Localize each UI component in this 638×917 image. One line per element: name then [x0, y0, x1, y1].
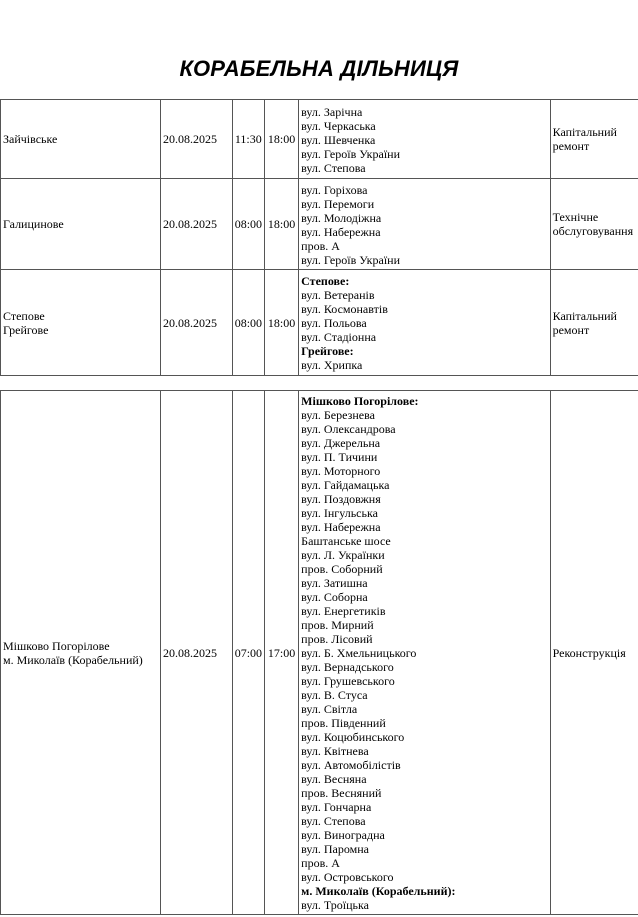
- settlement-heading: Мішково Погорілове:: [301, 394, 419, 408]
- table-row: [1, 270, 638, 376]
- street-name: вул. П. Тичини: [301, 450, 378, 464]
- location-name: Галицинове: [3, 217, 64, 231]
- location-name: Степове: [3, 308, 45, 323]
- work-type-cell: Капітальний ремонт: [550, 100, 638, 179]
- date-cell: 20.08.2025: [161, 270, 233, 376]
- location-cell: [1, 100, 161, 179]
- start-time-cell: 08:00: [232, 179, 264, 270]
- street-name: пров. Соборний: [301, 562, 383, 576]
- location-cell: [1, 179, 161, 270]
- start-time-cell: 11:30: [232, 100, 264, 179]
- street-name: вул. Б. Хмельницького: [301, 646, 417, 660]
- settlement-heading: Грейгове:: [301, 344, 354, 358]
- date-cell: 20.08.2025: [161, 179, 233, 270]
- street-name: вул. Березнева: [301, 408, 375, 422]
- street-name: вул. Троїцька: [301, 898, 369, 912]
- street-name: пров. Південний: [301, 716, 386, 730]
- street-name: вул. Олександрова: [301, 422, 396, 436]
- street-name: вул. Шевченка: [301, 132, 376, 147]
- settlement-heading: м. Миколаїв (Корабельний):: [301, 884, 456, 898]
- end-time-cell: 18:00: [264, 270, 298, 376]
- street-name: вул. Степова: [301, 160, 366, 175]
- street-name: вул. Черкаська: [301, 118, 376, 133]
- location-name: м. Миколаїв (Корабельний): [3, 652, 143, 667]
- street-name: пров. Мирний: [301, 618, 374, 632]
- street-name: вул. Поздовжня: [301, 492, 381, 506]
- location-cell: [1, 270, 161, 376]
- street-name: пров. А: [301, 238, 340, 253]
- location-name: Мішково Погорілове: [3, 638, 110, 653]
- streets-cell: [299, 179, 550, 270]
- street-name: пров. А: [301, 856, 340, 870]
- street-name: вул. Героїв України: [301, 146, 401, 161]
- streets-cell: [299, 270, 550, 376]
- table-row: [1, 179, 638, 270]
- street-name: вул. Л. Українки: [301, 548, 385, 562]
- settlement-heading: Степове:: [301, 274, 350, 288]
- street-name: вул. Стадіонна: [301, 330, 377, 344]
- street-name: вул. Виноградна: [301, 828, 385, 842]
- street-name: вул. Космонавтів: [301, 302, 388, 316]
- work-type-cell: Реконструкція: [550, 391, 638, 915]
- work-type-cell: Технічне обслуговування: [550, 179, 638, 270]
- street-name: вул. Автомобілістів: [301, 758, 401, 772]
- street-name: вул. Гайдамацька: [301, 478, 390, 492]
- end-time-cell: 18:00: [264, 179, 298, 270]
- street-name: вул. Грушевського: [301, 674, 395, 688]
- street-name: вул. Весняна: [301, 772, 367, 786]
- outage-table-bottom: [0, 390, 638, 915]
- table-row: [1, 100, 638, 179]
- date-cell: 20.08.2025: [161, 391, 233, 915]
- street-name: вул. Джерельна: [301, 436, 381, 450]
- street-name: вул. Затишна: [301, 576, 368, 590]
- end-time-cell: 18:00: [264, 100, 298, 179]
- start-time-cell: 08:00: [232, 270, 264, 376]
- street-name: вул. Хрипка: [301, 358, 363, 372]
- street-name: вул. Героїв України: [301, 252, 401, 267]
- location-name: Зайчівське: [3, 132, 58, 146]
- street-name: пров. Лісовий: [301, 632, 373, 646]
- street-name: вул. Набережна: [301, 224, 381, 239]
- start-time-cell: 07:00: [232, 391, 264, 915]
- street-name: Баштанське шосе: [301, 534, 391, 548]
- street-name: вул. Паромна: [301, 842, 369, 856]
- street-name: вул. Горіхова: [301, 182, 368, 197]
- work-type-cell: Капітальний ремонт: [550, 270, 638, 376]
- table-row: [1, 391, 638, 915]
- street-name: вул. Молодіжна: [301, 210, 382, 225]
- streets-cell: [299, 391, 550, 915]
- street-name: вул. Квітнева: [301, 744, 369, 758]
- date-cell: 20.08.2025: [161, 100, 233, 179]
- street-name: вул. Моторного: [301, 464, 381, 478]
- street-name: вул. Світла: [301, 702, 358, 716]
- street-name: вул. Перемоги: [301, 196, 375, 211]
- street-name: вул. Коцюбинського: [301, 730, 405, 744]
- street-name: вул. Гончарна: [301, 800, 372, 814]
- street-name: вул. Інгульська: [301, 506, 378, 520]
- street-name: вул. Зарічна: [301, 104, 363, 119]
- table-gap: [0, 376, 638, 390]
- page-title: КОРАБЕЛЬНА ДІЛЬНИЦЯ: [179, 56, 459, 81]
- street-name: вул. Польова: [301, 316, 367, 330]
- location-cell: [1, 391, 161, 915]
- end-time-cell: 17:00: [264, 391, 298, 915]
- street-name: пров. Весняний: [301, 786, 382, 800]
- location-name: Грейгове: [3, 322, 49, 337]
- streets-cell: [299, 100, 550, 179]
- street-name: вул. Соборна: [301, 590, 368, 604]
- street-name: вул. Ветеранів: [301, 288, 375, 302]
- street-name: вул. Степова: [301, 814, 366, 828]
- street-name: вул. Островського: [301, 870, 394, 884]
- street-name: вул. Енергетиків: [301, 604, 386, 618]
- outage-table-top: [0, 99, 638, 376]
- street-name: вул. В. Стуса: [301, 688, 368, 702]
- street-name: вул. Вернадського: [301, 660, 394, 674]
- street-name: вул. Набережна: [301, 520, 381, 534]
